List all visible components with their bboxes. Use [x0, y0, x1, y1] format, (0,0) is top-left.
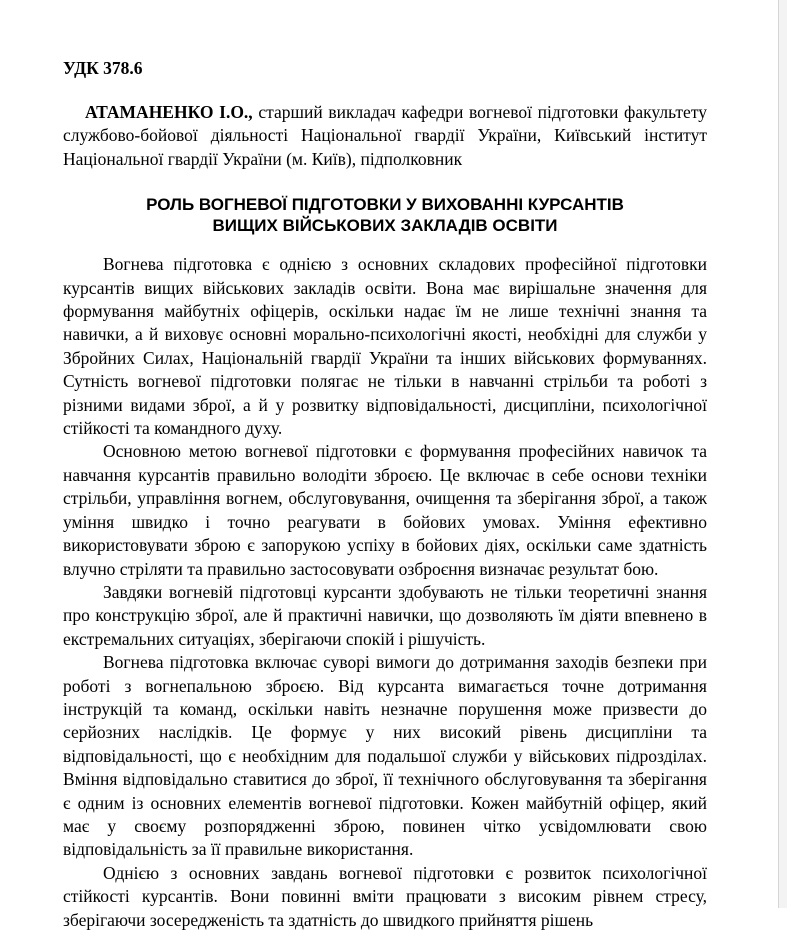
- paragraph: Основною метою вогневої підготовки є формування професійних навичок та навчання курсантів правильно володіти зброєю. Це включає в себе основи техніки стрільби, управління вогнем, обслуговування, очищення та зберігання зброї, а також уміння швидко і точно реагувати в бойових умовах. Уміння ефективно використовувати зброю є запорукою успіху в бойових діях, оскільки саме здатність влучно стріляти та правильно застосовувати озброєння визначає результат бою.: [63, 441, 707, 579]
- author-affiliation: старший викладач кафедри вогневої підготовки факультету службово-бойової діяльності Національної гвардії України, Київський інститут Національної гвардії України (м. Київ), підполковник: [63, 102, 707, 169]
- article-title: [63, 194, 707, 236]
- author-block: [63, 101, 707, 171]
- paragraph: Вогнева підготовка включає суворі вимоги до дотримання заходів безпеки при роботі з вогнепальною зброєю. Від курсанта вимагається точне дотримання інструкцій та команд, оскільки навіть незначне порушення може призвести до серйозних наслідків. Це формує у них високий рівень дисципліни та відповідальності, що є необхідним для подальшої служби у військових підрозділах. Вміння відповідально ставитися до зброї, її технічного обслуговування та зберігання є одним із основних елементів вогневої підготовки. Кожен майбутній офіцер, який має у своєму розпорядженні зброю, повинен чітко усвідомлювати свою відповідальність за її правильне використання.: [63, 652, 707, 860]
- author-name: АТАМАНЕНКО І.О.,: [85, 102, 253, 122]
- article-title-line-1: РОЛЬ ВОГНЕВОЇ ПІДГОТОВКИ У ВИХОВАННІ КУРСАНТІВ: [146, 195, 624, 215]
- paragraph: Завдяки вогневій підготовці курсанти здобувають не тільки теоретичні знання про конструкцію зброї, але й практичні навички, що дозволяють їм діяти впевнено в екстремальних ситуаціях, зберігаючи спокій і рішучість.: [63, 581, 707, 649]
- article-title-line-2: ВИЩИХ ВІЙСЬКОВИХ ЗАКЛАДІВ ОСВІТИ: [212, 216, 558, 236]
- document-content: [63, 57, 707, 932]
- paragraph: Вогнева підготовка є однією з основних складових професійної підготовки курсантів вищих військових закладів освіти. Вона має вирішальне значення для формування майбутніх офіцерів, оскільки надає їм не лише технічні знання та навички, а й виховує основні морально-психологічні якості, необхідні для служби у Збройних Силах, Національній гвардії України та інших військових формуваннях. Сутність вогневої підготовки полягає не тільки в навчанні стрільби та роботі з різними видами зброї, а й у розвитку відповідальності, дисципліни, психологічної стійкості та командного духу.: [63, 254, 707, 439]
- paragraph: Однією з основних завдань вогневої підготовки є розвиток психологічної стійкості курсантів. Вони повинні вміти працювати з високим рівнем стресу, зберігаючи зосередженість та здатність до швидкого прийняття рішень: [63, 862, 707, 930]
- article-body: [63, 253, 707, 932]
- viewer-gutter: [779, 0, 787, 908]
- udk-code: УДК 378.6: [63, 58, 143, 78]
